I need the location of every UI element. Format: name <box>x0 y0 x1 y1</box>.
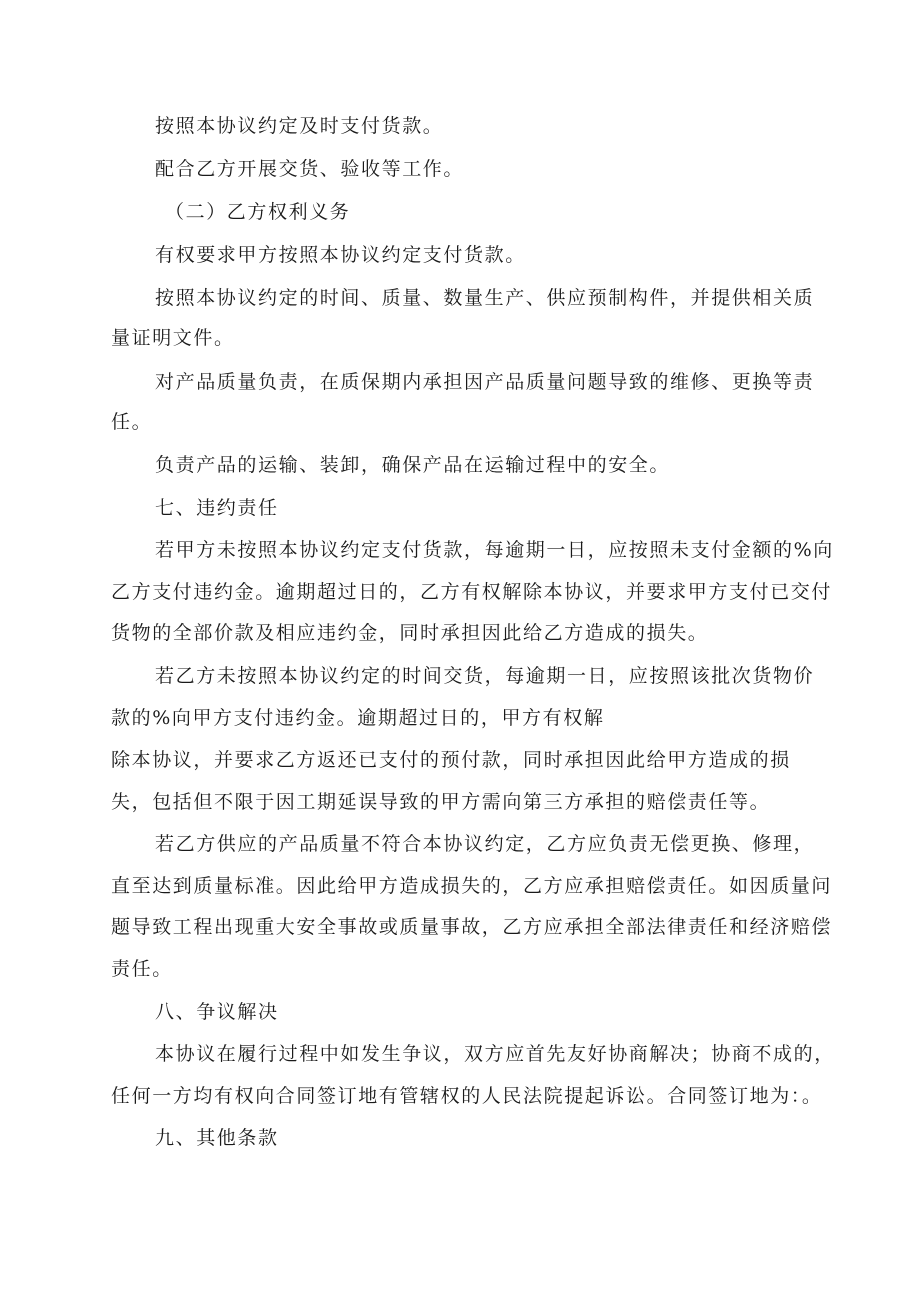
paragraph-line: 若乙方未按照本协议约定的时间交货，每逾期一日，应按照该批次货物价 <box>155 665 815 687</box>
paragraph-line: 量证明文件。 <box>111 327 235 349</box>
paragraph-line: 任。 <box>111 411 153 433</box>
section-heading: 九、其他条款 <box>155 1127 279 1149</box>
paragraph-line: 若乙方供应的产品质量不符合本协议约定，乙方应负责无偿更换、修理， <box>155 833 815 855</box>
paragraph-line: 任何一方均有权向合同签订地有管辖权的人民法院提起诉讼。合同签订地为：。 <box>111 1085 823 1107</box>
paragraph-line: 款的%向甲方支付违约金。逾期超过日的，甲方有权解 <box>111 707 605 729</box>
paragraph-line: 货物的全部价款及相应违约金，同时承担因此给乙方造成的损失。 <box>111 622 709 644</box>
paragraph-line: 本协议在履行过程中如发生争议，双方应首先友好协商解决；协商不成的， <box>155 1043 835 1065</box>
paragraph-line: 按照本协议约定及时支付货款。 <box>155 115 444 137</box>
paragraph-line: 对产品质量负责，在质保期内承担因产品质量问题导致的维修、更换等责 <box>155 371 815 393</box>
paragraph-line: 责任。 <box>111 958 173 980</box>
section-subheading: （二）乙方权利义务 <box>165 201 351 223</box>
section-heading: 八、争议解决 <box>155 1001 279 1023</box>
paragraph-line: 题导致工程出现重大安全事故或质量事故，乙方应承担全部法律责任和经济赔偿 <box>111 916 833 938</box>
paragraph-line: 失，包括但不限于因工期延误导致的甲方需向第三方承担的赔偿责任等。 <box>111 791 771 813</box>
paragraph-line: 乙方支付违约金。逾期超过日的，乙方有权解除本协议，并要求甲方支付已交付 <box>111 581 833 603</box>
paragraph-line: 负责产品的运输、装卸，确保产品在运输过程中的安全。 <box>155 454 671 476</box>
paragraph-line: 按照本协议约定的时间、质量、数量生产、供应预制构件，并提供相关质 <box>155 287 815 309</box>
paragraph-line: 有权要求甲方按照本协议约定支付货款。 <box>155 244 526 266</box>
paragraph-line: 配合乙方开展交货、验收等工作。 <box>155 158 465 180</box>
paragraph-line: 直至达到质量标准。因此给甲方造成损失的，乙方应承担赔偿责任。如因质量问 <box>111 875 833 897</box>
paragraph-line: 除本协议，并要求乙方返还已支付的预付款，同时承担因此给甲方造成的损 <box>111 749 791 771</box>
section-heading: 七、违约责任 <box>155 497 279 519</box>
paragraph-line: 若甲方未按照本协议约定支付货款，每逾期一日，应按照未支付金额的%向 <box>155 539 834 561</box>
